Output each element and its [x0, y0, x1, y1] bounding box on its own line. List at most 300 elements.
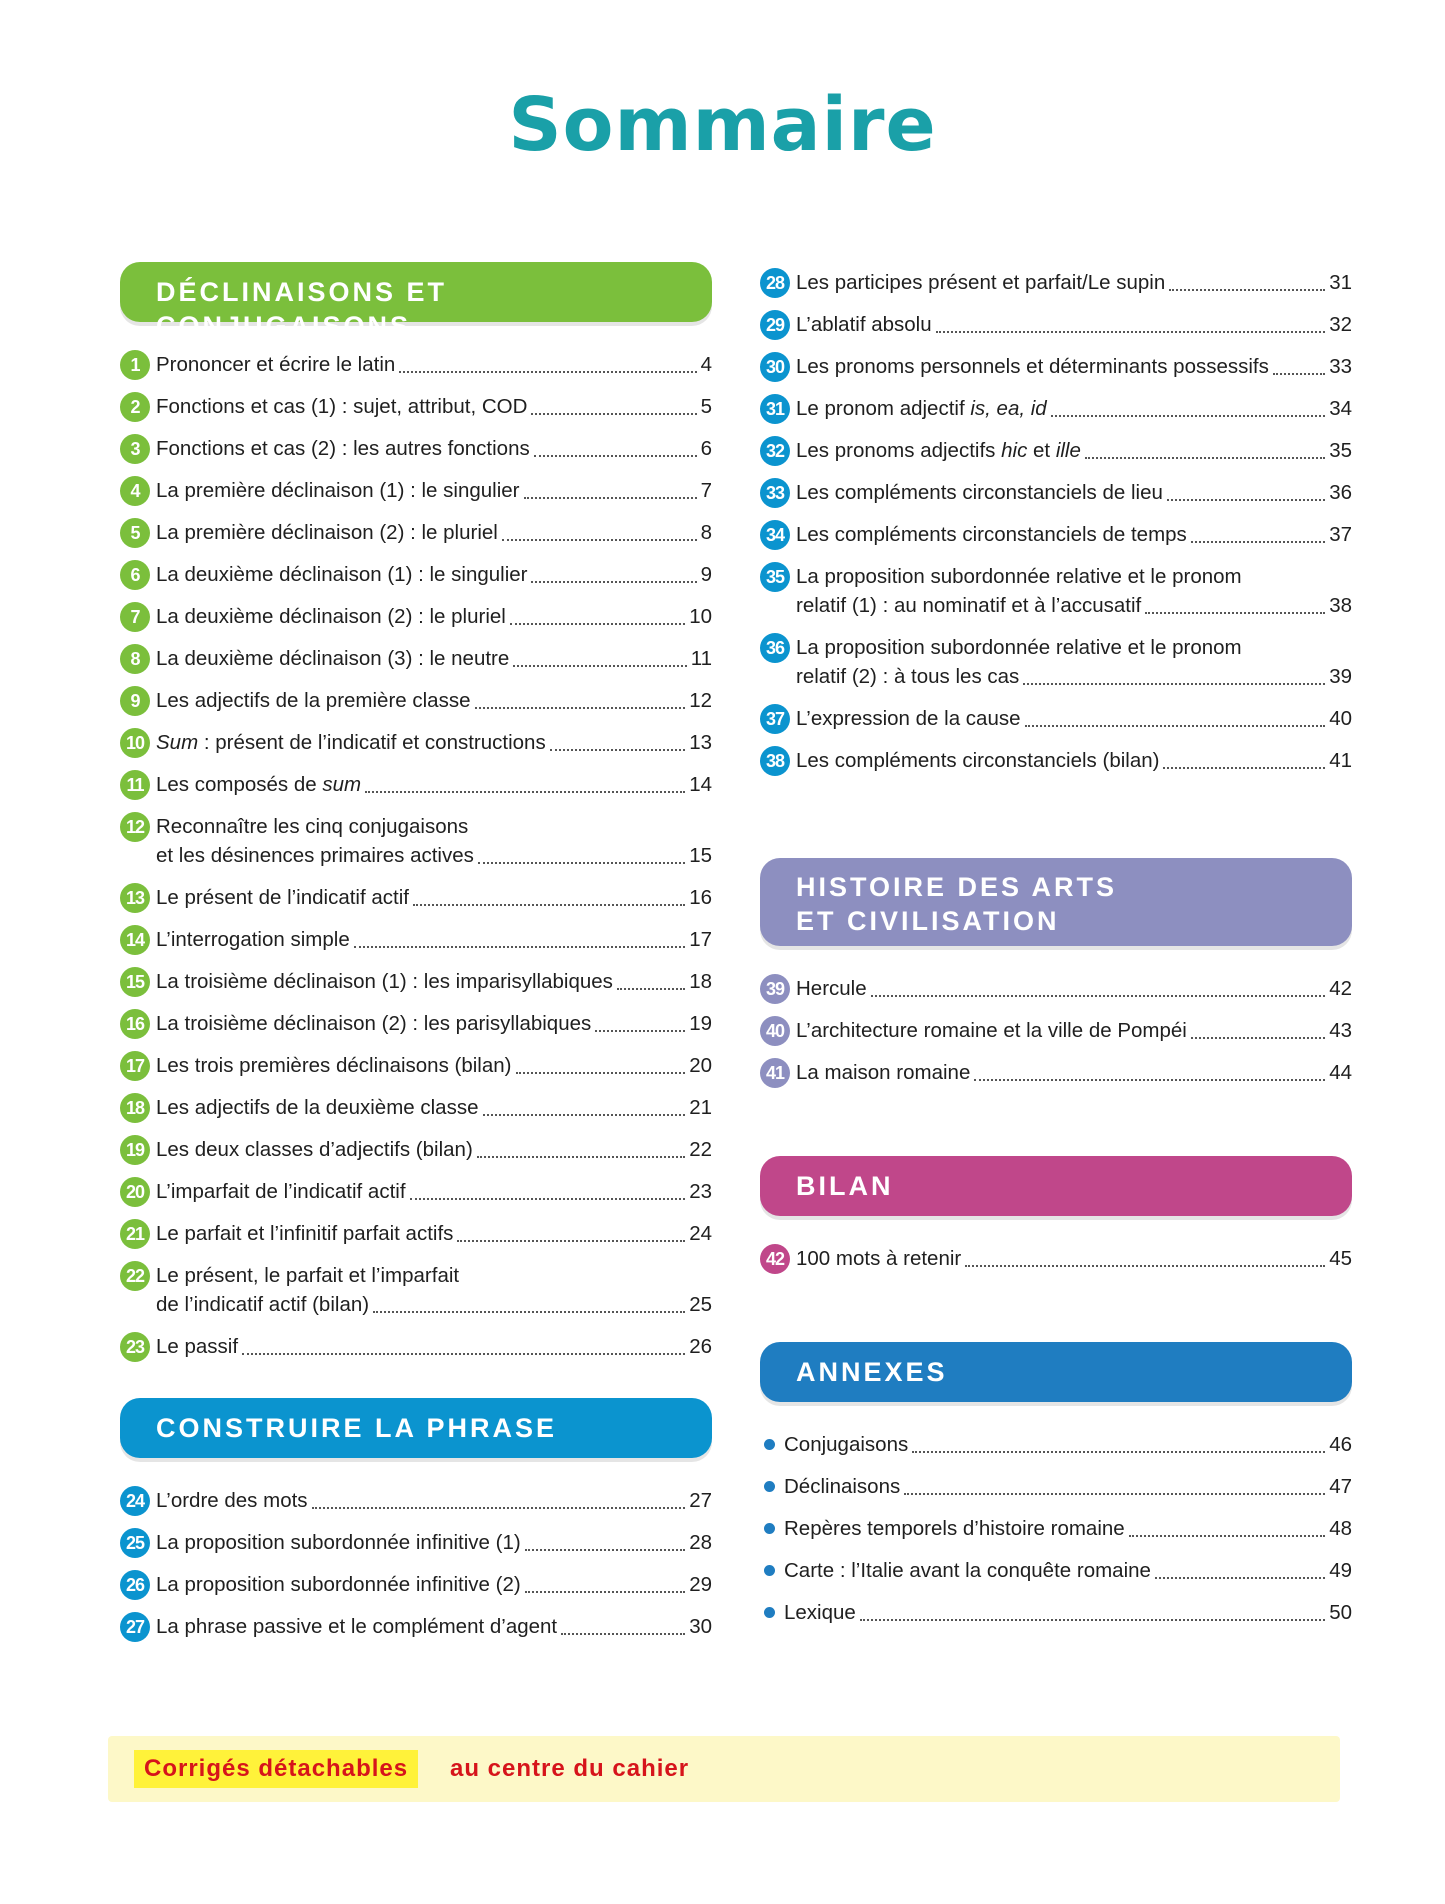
- page-number: 36: [1329, 481, 1352, 504]
- page-number: 35: [1329, 439, 1352, 462]
- toc-entry[interactable]: [760, 556, 1352, 627]
- toc-entry[interactable]: [120, 554, 712, 596]
- toc-entry[interactable]: [760, 1592, 1352, 1634]
- toc-entry-row: [156, 1213, 712, 1255]
- toc-entry-row: [796, 262, 1352, 304]
- chapter-number-badge: 22: [120, 1261, 150, 1291]
- toc-entry-label: [796, 523, 1187, 547]
- page-number: 7: [700, 479, 712, 502]
- page-number: 20: [689, 1054, 712, 1077]
- toc-entry-label: [156, 1012, 591, 1036]
- dotted-leader: [513, 664, 686, 667]
- chapter-number-badge: 20: [120, 1177, 150, 1207]
- page-number: 17: [689, 928, 712, 951]
- dotted-leader: [1191, 1036, 1325, 1039]
- toc-entry[interactable]: [760, 1550, 1352, 1592]
- toc-entry[interactable]: [760, 1238, 1352, 1280]
- chapter-number-badge: 35: [760, 562, 790, 592]
- dotted-leader: [936, 330, 1326, 333]
- page-number: 5: [700, 395, 712, 418]
- toc-entry-row: [156, 1129, 712, 1171]
- page-number: 43: [1329, 1019, 1352, 1042]
- chapter-number-badge: 27: [120, 1612, 150, 1642]
- toc-entry-label: [156, 1222, 453, 1246]
- toc-entry-label: [784, 1475, 900, 1499]
- chapter-number-badge: 1: [120, 350, 150, 380]
- toc-entry-row: [156, 1606, 712, 1648]
- toc-entry-label-text: La proposition subordonnée infinitive (1): [156, 1531, 521, 1554]
- dotted-leader: [974, 1078, 1325, 1081]
- toc-entry-row: [796, 1010, 1352, 1052]
- chapter-number-badge: 28: [760, 268, 790, 298]
- toc-entry-label-text: Les compléments circonstanciels de temps: [796, 523, 1187, 546]
- toc-entry[interactable]: [760, 430, 1352, 472]
- toc-entry-label-text: La deuxième déclinaison (1) : le singulier: [156, 563, 528, 586]
- toc-entry[interactable]: [120, 344, 712, 386]
- page-number: 18: [689, 970, 712, 993]
- dotted-leader: [912, 1450, 1325, 1453]
- toc-entry-label-text: Les compléments circonstanciels de lieu: [796, 481, 1163, 504]
- toc-entry-row: [156, 835, 712, 877]
- dotted-leader: [312, 1506, 686, 1509]
- toc-entry[interactable]: [760, 262, 1352, 304]
- chapter-number-badge: 11: [120, 770, 150, 800]
- chapter-number-badge: 30: [760, 352, 790, 382]
- chapter-number-badge: 14: [120, 925, 150, 955]
- dotted-leader: [534, 454, 697, 457]
- toc-entry-label: [796, 397, 1047, 421]
- page-number: 30: [689, 1615, 712, 1638]
- toc-entry[interactable]: [760, 1424, 1352, 1466]
- dotted-leader: [1191, 540, 1325, 543]
- toc-entry-label: [156, 437, 530, 461]
- toc-list-declinaisons: [120, 344, 712, 1368]
- toc-entry-row: [784, 1550, 1352, 1592]
- toc-entry-label-text: Le présent de l’indicatif actif: [156, 886, 409, 909]
- dotted-leader: [457, 1239, 685, 1242]
- page-number: 49: [1329, 1559, 1352, 1582]
- toc-entry-row: [156, 1564, 712, 1606]
- toc-entry-label: [156, 479, 520, 503]
- toc-entry-row: [796, 740, 1352, 782]
- chapter-number-badge: 21: [120, 1219, 150, 1249]
- page-title: Sommaire: [508, 82, 937, 168]
- toc-entry-label: [156, 395, 527, 419]
- toc-entry-label-italic: Sum: [156, 731, 199, 754]
- toc-entry[interactable]: [120, 722, 712, 764]
- dotted-leader: [478, 861, 685, 864]
- toc-entry-label-text: La deuxième déclinaison (3) : le neutre: [156, 647, 510, 670]
- toc-entry-label-text: Prononcer et écrire le latin: [156, 353, 396, 376]
- toc-entry-row: [156, 764, 712, 806]
- page-number: 4: [700, 353, 712, 376]
- chapter-number-badge: 19: [120, 1135, 150, 1165]
- toc-entry-row: [796, 656, 1352, 698]
- toc-entry-row: [796, 1238, 1352, 1280]
- toc-entry-row: [796, 968, 1352, 1010]
- toc-entry-label-text: relatif (2) : à tous les cas: [796, 665, 1020, 688]
- toc-entry[interactable]: [120, 596, 712, 638]
- footer-text: au centre du cahier: [450, 1755, 690, 1782]
- page-number: 44: [1329, 1061, 1352, 1084]
- toc-entry-label-text: Lexique: [784, 1601, 856, 1624]
- toc-entry[interactable]: [120, 919, 712, 961]
- toc-entry-label-text: Carte : l’Italie avant la conquête romaine: [784, 1559, 1151, 1582]
- chapter-number-badge: 42: [760, 1244, 790, 1274]
- toc-entry-label: [784, 1433, 908, 1457]
- page-number: 48: [1329, 1517, 1352, 1540]
- toc-entry[interactable]: [120, 1522, 712, 1564]
- toc-entry-row: [156, 512, 712, 554]
- dotted-leader: [1145, 611, 1325, 614]
- dotted-leader: [477, 1155, 685, 1158]
- toc-entry-label: [156, 928, 350, 952]
- toc-entry-label: [784, 1559, 1151, 1583]
- toc-entry[interactable]: [120, 1087, 712, 1129]
- dotted-leader: [617, 987, 685, 990]
- toc-entry[interactable]: [120, 1564, 712, 1606]
- dotted-leader: [871, 994, 1326, 997]
- toc-entry-row: [156, 1522, 712, 1564]
- dotted-leader: [475, 706, 686, 709]
- toc-entry-label-text: La première déclinaison (1) : le singulier: [156, 479, 520, 502]
- toc-entry[interactable]: [120, 512, 712, 554]
- toc-entry-row: [156, 680, 712, 722]
- toc-entry[interactable]: [760, 627, 1352, 698]
- dotted-leader: [965, 1264, 1325, 1267]
- toc-entry-label: [796, 707, 1021, 731]
- page-number: 6: [700, 437, 712, 460]
- page-number: 19: [689, 1012, 712, 1035]
- toc-entry-label: [156, 844, 474, 868]
- toc-entry-label-text: L’interrogation simple: [156, 928, 350, 951]
- toc-entry-label-text: et les désinences primaires actives: [156, 844, 474, 867]
- chapter-number-badge: 2: [120, 392, 150, 422]
- page-number: 37: [1329, 523, 1352, 546]
- toc-entry[interactable]: [120, 1003, 712, 1045]
- toc-entry-label-text: de l’indicatif actif (bilan): [156, 1293, 370, 1316]
- toc-entry-label-text: L’architecture romaine et la ville de Pompéi: [796, 1019, 1187, 1042]
- chapter-number-badge: 32: [760, 436, 790, 466]
- toc-entry-row: [156, 722, 712, 764]
- dotted-leader: [410, 1197, 686, 1200]
- toc-entry-row: [156, 428, 712, 470]
- toc-entry[interactable]: [760, 1010, 1352, 1052]
- chapter-number-badge: 10: [120, 728, 150, 758]
- chapter-number-badge: 8: [120, 644, 150, 674]
- chapter-number-badge: 15: [120, 967, 150, 997]
- footer-highlight: Corrigés détachables: [134, 1750, 418, 1788]
- toc-entry-row: [156, 961, 712, 1003]
- toc-entry-row: [796, 1052, 1352, 1094]
- chapter-number-badge: 13: [120, 883, 150, 913]
- dotted-leader: [483, 1113, 686, 1116]
- toc-entry[interactable]: [120, 1213, 712, 1255]
- toc-entry[interactable]: [760, 346, 1352, 388]
- toc-entry-label: [796, 749, 1159, 773]
- toc-entry-label: [796, 977, 867, 1001]
- toc-entry-label: [156, 731, 546, 755]
- toc-entry-label: [156, 1335, 238, 1359]
- toc-entry[interactable]: [120, 1045, 712, 1087]
- toc-list-histoire: [760, 968, 1352, 1094]
- toc-entry-label-text: Déclinaisons: [784, 1475, 901, 1498]
- page-number: 24: [689, 1222, 712, 1245]
- page-number: 33: [1329, 355, 1352, 378]
- toc-entry[interactable]: [120, 877, 712, 919]
- page-number: 9: [700, 563, 712, 586]
- toc-list-annexes: [760, 1424, 1352, 1634]
- page-number: 8: [700, 521, 712, 544]
- toc-entry-label: [156, 970, 613, 994]
- bullet-icon: [764, 1439, 775, 1450]
- toc-entry[interactable]: [760, 698, 1352, 740]
- toc-entry-label: [156, 1138, 473, 1162]
- toc-entry-row: [796, 514, 1352, 556]
- toc-entry[interactable]: [760, 740, 1352, 782]
- dotted-leader: [354, 945, 685, 948]
- toc-entry-row: [156, 1284, 712, 1326]
- toc-entry-row: [796, 698, 1352, 740]
- toc-entry-label-text: Hercule: [796, 977, 867, 1000]
- page-number: 38: [1329, 594, 1352, 617]
- toc-entry-row: [156, 386, 712, 428]
- toc-entry-row: [796, 430, 1352, 472]
- chapter-number-badge: 39: [760, 974, 790, 1004]
- dotted-leader: [242, 1352, 685, 1355]
- toc-entry-row: [156, 470, 712, 512]
- toc-entry-label: [156, 1489, 308, 1513]
- toc-entry-label-text: Les pronoms personnels et déterminants possessifs: [796, 355, 1269, 378]
- chapter-number-badge: 41: [760, 1058, 790, 1088]
- toc-entry-label: [156, 563, 527, 587]
- chapter-number-badge: 17: [120, 1051, 150, 1081]
- toc-entry[interactable]: [120, 1129, 712, 1171]
- page-number: 40: [1329, 707, 1352, 730]
- toc-entry[interactable]: [120, 1606, 712, 1648]
- chapter-number-badge: 37: [760, 704, 790, 734]
- dotted-leader: [373, 1310, 685, 1313]
- toc-entry-row: [796, 346, 1352, 388]
- toc-entry-row: [156, 554, 712, 596]
- toc-entry-label-italic: ille: [1055, 439, 1081, 462]
- toc-entry[interactable]: [760, 472, 1352, 514]
- toc-entry-label-text: Les compléments circonstanciels (bilan): [796, 749, 1160, 772]
- dotted-leader: [1167, 498, 1325, 501]
- toc-entry[interactable]: [120, 1255, 712, 1326]
- toc-entry-label: [156, 605, 506, 629]
- toc-entry[interactable]: [760, 1508, 1352, 1550]
- toc-entry[interactable]: [120, 386, 712, 428]
- section-header-histoire-line1: HISTOIRE DES ARTS: [796, 872, 1118, 902]
- page-number: 32: [1329, 313, 1352, 336]
- toc-entry-label-text: La proposition subordonnée infinitive (2): [156, 1573, 521, 1596]
- toc-entry-row: [156, 1045, 712, 1087]
- page-number: 13: [689, 731, 712, 754]
- chapter-number-badge: 25: [120, 1528, 150, 1558]
- toc-entry-label-text: et: [1027, 439, 1056, 462]
- chapter-number-badge: 18: [120, 1093, 150, 1123]
- toc-entry-label: [156, 1573, 521, 1597]
- toc-entry-label-line1: La proposition subordonnée relative et le pronom: [796, 565, 1242, 588]
- dotted-leader: [1129, 1534, 1326, 1537]
- page-number: 27: [689, 1489, 712, 1512]
- toc-entry-label-text: Repères temporels d’histoire romaine: [784, 1517, 1125, 1540]
- bullet-icon: [764, 1565, 775, 1576]
- page-number: 39: [1329, 665, 1352, 688]
- toc-entry-label: [156, 1096, 479, 1120]
- chapter-number-badge: 23: [120, 1332, 150, 1362]
- dotted-leader: [524, 496, 697, 499]
- dotted-leader: [531, 580, 696, 583]
- dotted-leader: [561, 1632, 685, 1635]
- toc-entry-label-text: La phrase passive et le complément d’agent: [156, 1615, 558, 1638]
- section-header-bilan: BILAN: [760, 1156, 1352, 1216]
- toc-entry-label-text: Les pronoms adjectifs: [796, 439, 1002, 462]
- bullet-icon: [764, 1523, 775, 1534]
- dotted-leader: [860, 1618, 1325, 1621]
- toc-entry-row: [156, 1171, 712, 1213]
- dotted-leader: [516, 1071, 686, 1074]
- toc-entry-label-text: Fonctions et cas (2) : les autres fonctions: [156, 437, 530, 460]
- toc-entry[interactable]: [760, 514, 1352, 556]
- chapter-number-badge: 31: [760, 394, 790, 424]
- dotted-leader: [1155, 1576, 1325, 1579]
- toc-entry-label-text: Le pronom adjectif: [796, 397, 971, 420]
- toc-entry[interactable]: [120, 470, 712, 512]
- toc-entry-label: [784, 1517, 1125, 1541]
- toc-entry-label: [156, 1180, 406, 1204]
- dotted-leader: [365, 790, 685, 793]
- page-number: 22: [689, 1138, 712, 1161]
- page-number: 47: [1329, 1475, 1352, 1498]
- toc-entry-label-line1: La proposition subordonnée relative et le pronom: [796, 636, 1242, 659]
- toc-entry[interactable]: [120, 961, 712, 1003]
- toc-entry-row: [796, 388, 1352, 430]
- dotted-leader: [595, 1029, 685, 1032]
- toc-entry-row: [156, 877, 712, 919]
- chapter-number-badge: 24: [120, 1486, 150, 1516]
- chapter-number-badge: 34: [760, 520, 790, 550]
- toc-entry-label: [784, 1601, 856, 1625]
- toc-entry-label-text: Les adjectifs de la première classe: [156, 689, 471, 712]
- chapter-number-badge: 33: [760, 478, 790, 508]
- section-header-declinaisons: DÉCLINAISONS ET CONJUGAISONS: [120, 262, 712, 322]
- toc-entry[interactable]: [120, 1171, 712, 1213]
- toc-entry[interactable]: [760, 1052, 1352, 1094]
- page-number: 14: [689, 773, 712, 796]
- chapter-number-badge: 38: [760, 746, 790, 776]
- toc-entry-label-text: La deuxième déclinaison (2) : le pluriel: [156, 605, 506, 628]
- toc-entry-label-text: Le parfait et l’infinitif parfait actifs: [156, 1222, 454, 1245]
- toc-entry-row: [784, 1508, 1352, 1550]
- footer-banner: [108, 1736, 1340, 1802]
- toc-entry-row: [784, 1424, 1352, 1466]
- toc-entry-label: [796, 313, 932, 337]
- toc-entry-row: [156, 919, 712, 961]
- toc-entry-label: [156, 773, 361, 797]
- toc-entry-label-text: : présent de l’indicatif et constructions: [198, 731, 546, 754]
- toc-entry-label-text: La troisième déclinaison (2) : les parisyllabiques: [156, 1012, 592, 1035]
- toc-entry-label-text: Les deux classes d’adjectifs (bilan): [156, 1138, 473, 1161]
- toc-entry-row: [156, 1480, 712, 1522]
- toc-entry-label: [796, 1061, 970, 1085]
- toc-entry[interactable]: [120, 764, 712, 806]
- toc-list-construire-continued: [760, 262, 1352, 782]
- toc-entry-label: [796, 665, 1019, 689]
- toc-entry[interactable]: [760, 388, 1352, 430]
- toc-entry[interactable]: [120, 680, 712, 722]
- page-number: 50: [1329, 1601, 1352, 1624]
- toc-entry[interactable]: [120, 1480, 712, 1522]
- chapter-number-badge: 16: [120, 1009, 150, 1039]
- page-number: 45: [1329, 1247, 1352, 1270]
- toc-entry-label-text: La maison romaine: [796, 1061, 971, 1084]
- toc-entry[interactable]: [760, 1466, 1352, 1508]
- page-number: 15: [689, 844, 712, 867]
- page-number: 25: [689, 1293, 712, 1316]
- page-number: 26: [689, 1335, 712, 1358]
- toc-entry-row: [796, 304, 1352, 346]
- page-number: 41: [1329, 749, 1352, 772]
- page-number: 31: [1329, 271, 1352, 294]
- dotted-leader: [399, 370, 696, 373]
- bullet-icon: [764, 1481, 775, 1492]
- page-number: 12: [689, 689, 712, 712]
- toc-entry-label: [156, 689, 471, 713]
- page-number: 46: [1329, 1433, 1352, 1456]
- page-number: 34: [1329, 397, 1352, 420]
- toc-list-construire: [120, 1480, 712, 1648]
- dotted-leader: [550, 748, 685, 751]
- bullet-icon: [764, 1607, 775, 1618]
- left-column: [120, 262, 712, 1648]
- chapter-number-badge: 3: [120, 434, 150, 464]
- page-number: 42: [1329, 977, 1352, 1000]
- toc-entry[interactable]: [760, 968, 1352, 1010]
- right-column: [760, 262, 1352, 1634]
- toc-entry-label-text: relatif (1) : au nominatif et à l’accusatif: [796, 594, 1142, 617]
- toc-entry-label-text: L’imparfait de l’indicatif actif: [156, 1180, 406, 1203]
- toc-entry[interactable]: [120, 428, 712, 470]
- toc-entry[interactable]: [120, 638, 712, 680]
- toc-entry-label-text: Le passif: [156, 1335, 239, 1358]
- toc-entry-row: [156, 596, 712, 638]
- dotted-leader: [904, 1492, 1325, 1495]
- toc-entry-row: [156, 344, 712, 386]
- toc-entry-row: [784, 1592, 1352, 1634]
- chapter-number-badge: 29: [760, 310, 790, 340]
- toc-entry-label-text: La première déclinaison (2) : le pluriel: [156, 521, 498, 544]
- section-header-histoire-line2: ET CIVILISATION: [796, 906, 1060, 936]
- toc-entry[interactable]: [120, 806, 712, 877]
- toc-entry-label-text: La troisième déclinaison (1) : les imparisyllabiques: [156, 970, 613, 993]
- section-header-annexes: ANNEXES: [760, 1342, 1352, 1402]
- chapter-number-badge: 7: [120, 602, 150, 632]
- toc-entry-label-text: Conjugaisons: [784, 1433, 909, 1456]
- page-number: 21: [689, 1096, 712, 1119]
- toc-entry-label-text: Les participes présent et parfait/Le supin: [796, 271, 1166, 294]
- toc-entry-label: [156, 1531, 521, 1555]
- page-number: 23: [689, 1180, 712, 1203]
- toc-entry-label: [156, 886, 409, 910]
- toc-entry-label-italic: hic: [1001, 439, 1028, 462]
- chapter-number-badge: 6: [120, 560, 150, 590]
- toc-entry[interactable]: [760, 304, 1352, 346]
- toc-entry-row: [156, 638, 712, 680]
- dotted-leader: [531, 412, 696, 415]
- toc-entry[interactable]: [120, 1326, 712, 1368]
